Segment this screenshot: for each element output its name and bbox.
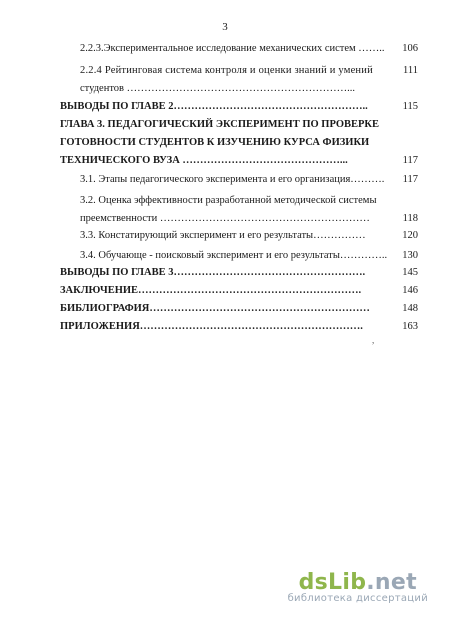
toc-entry: ГЛАВА 3. ПЕДАГОГИЧЕСКИЙ ЭКСПЕРИМЕНТ ПО ПРОВЕРКЕ (60, 119, 380, 130)
toc-entry: ЗАКЛЮЧЕНИЕ………………………………………………………. (60, 285, 362, 296)
page-number: 3 (222, 21, 228, 33)
watermark-logo-main: dsLib (298, 570, 367, 595)
toc-page: 120 (402, 230, 418, 241)
toc-page: 148 (402, 303, 418, 314)
toc-page: 130 (402, 250, 418, 261)
toc-entry: ВЫВОДЫ ПО ГЛАВЕ 2……………………………………………….. (60, 101, 368, 112)
toc-page: 111 (403, 65, 418, 76)
toc-page: 145 (402, 267, 418, 278)
toc-entry: БИБЛИОГРАФИЯ……………………………………………………… (60, 303, 370, 314)
toc-page: 163 (402, 321, 418, 332)
toc-entry: ТЕХНИЧЕСКОГО ВУЗА ………………………………………... (60, 155, 348, 166)
toc-entry: ПРИЛОЖЕНИЯ………………………………………………………. (60, 321, 363, 332)
watermark-logo-suffix: .net (366, 570, 417, 595)
toc-entry: 3.1. Этапы педагогического эксперимента и его организация………. (80, 174, 385, 185)
watermark[interactable] (288, 570, 428, 604)
toc-entry: 2.2.3.Экспериментальное исследование механических систем …….. (80, 43, 385, 54)
toc-page: 146 (402, 285, 418, 296)
speck-mark: , (372, 335, 375, 345)
toc-entry: 3.3. Констатирующий эксперимент и его результаты…………… (80, 230, 366, 241)
toc-page: 117 (402, 155, 418, 166)
toc-entry: преемственности …………………………………………………… (80, 213, 370, 224)
watermark-logo[interactable] (288, 570, 428, 595)
toc-entry: ГОТОВНОСТИ СТУДЕНТОВ К ИЗУЧЕНИЮ КУРСА ФИЗИКИ (60, 137, 370, 148)
toc-entry: 3.4. Обучающе - поисковый эксперимент и его результаты………….. (80, 250, 388, 261)
toc-entry: 3.2. Оценка эффективности разработанной методической системы (80, 195, 377, 206)
watermark-subtitle: библиотека диссертаций (287, 593, 428, 604)
toc-page: 106 (402, 43, 418, 54)
toc-entry: ВЫВОДЫ ПО ГЛАВЕ 3………………………………………………. (60, 267, 366, 278)
toc-entry: 2.2.4 Рейтинговая система контроля и оценки знаний и умений (80, 65, 373, 76)
toc-page: 115 (402, 101, 418, 112)
toc-page: 118 (402, 213, 418, 224)
toc-page: 117 (402, 174, 418, 185)
toc-entry: студентов ………………………………………………………... (80, 83, 355, 94)
